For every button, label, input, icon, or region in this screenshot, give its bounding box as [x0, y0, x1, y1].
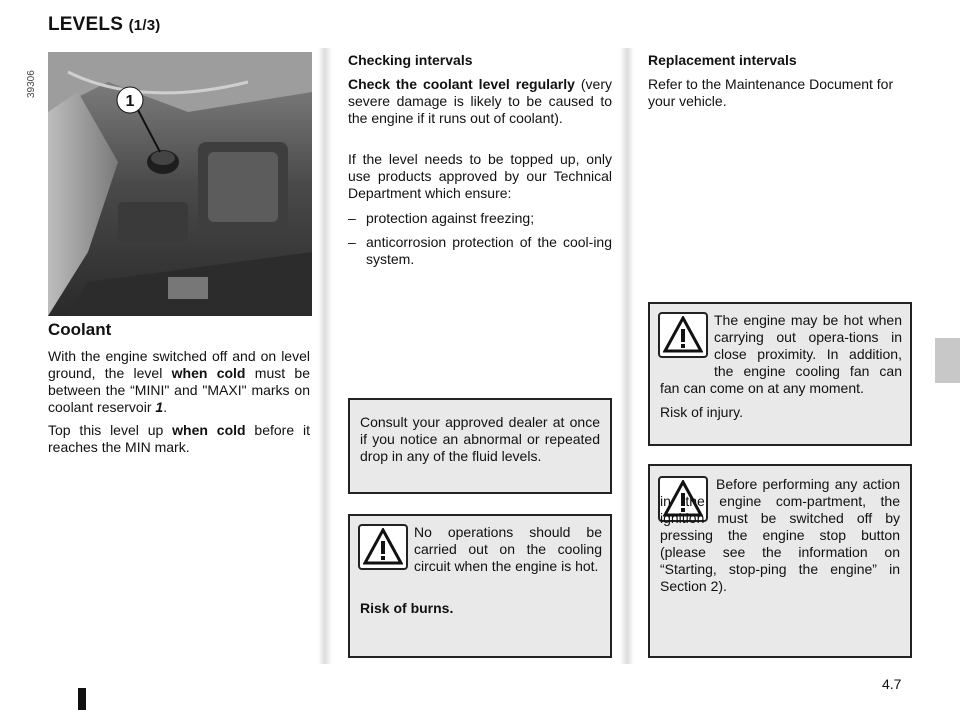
hot-engine-warning-text: The engine may be hot when carrying out opera-tions in close proximity. In addition, the engine cooling fan can: [714, 312, 902, 379]
list-dash: –: [348, 210, 356, 226]
engine-bay-illustration: [48, 52, 312, 316]
corner-mark: [78, 688, 86, 710]
coolant-p2-part-c: before it reaches the MIN mark.: [48, 422, 310, 455]
warning-triangle-icon: [658, 312, 708, 358]
checking-p1-rest: (very severe damage is likely to be caused to the engine if it runs out of coolant).: [348, 76, 612, 126]
coolant-p1-when-cold: when cold: [171, 365, 246, 381]
hot-engine-warning-risk: Risk of injury.: [660, 404, 743, 420]
list-item: [348, 210, 612, 228]
list-item-text: anticorrosion protection of the cool-ing system.: [366, 234, 612, 267]
column-divider-2: [620, 48, 634, 664]
replacement-text: Refer to the Maintenance Document for your vehicle.: [648, 76, 894, 109]
replacement-intervals-heading: Replacement intervals: [648, 52, 797, 68]
hot-engine-warning-box: [648, 302, 912, 446]
consult-dealer-text: Consult your approved dealer at once if you notice an abnormal or repeated drop in any of the fluid levels.: [360, 414, 600, 464]
list-dash: –: [348, 234, 356, 250]
coolant-p1-part-a: With the engine switched off and on level ground, the level: [48, 348, 310, 381]
list-item: [348, 234, 612, 270]
list-item-text: protection against freezing;: [366, 210, 535, 226]
section-tab: [935, 338, 960, 383]
checking-p1-bold: Check the coolant level regularly: [348, 76, 575, 92]
coolant-heading: Coolant: [48, 320, 112, 339]
title-suffix: (1/3): [128, 17, 161, 34]
ignition-warning-box: [648, 464, 912, 658]
hot-engine-warning-text-tail: fan can come on at any moment.: [660, 380, 864, 396]
burns-warning-box: [348, 514, 612, 658]
engine-bay-photo: [48, 52, 312, 316]
ignition-warning-text: Before performing any action in the engine com-partment, the ignition must be switched off by pressing the engine stop button (please see the information on “Starting, stop-ping the engine” in Section 2).: [660, 476, 900, 594]
coolant-paragraph-1: [48, 348, 310, 416]
coolant-p1-reservoir-ref: 1: [155, 399, 164, 415]
warning-triangle-icon: [358, 524, 408, 570]
checking-paragraph-1: [348, 76, 612, 127]
burns-warning-risk: Risk of burns.: [360, 600, 454, 616]
coolant-p2-when-cold: when cold: [172, 422, 246, 438]
title-text: LEVELS: [48, 14, 124, 35]
column-divider-1: [318, 48, 332, 664]
coolant-p1-period: .: [163, 399, 168, 415]
checking-intervals-heading: Checking intervals: [348, 52, 473, 68]
checking-paragraph-2: If the level needs to be topped up, only use products approved by our Technical Department which ensure:: [348, 151, 612, 201]
photo-code: 39306: [26, 70, 37, 98]
photo-callout-1: 1: [125, 93, 135, 110]
burns-warning-text: No operations should be carried out on the cooling circuit when the engine is hot.: [414, 524, 602, 574]
coolant-paragraph-2: [48, 422, 310, 456]
coolant-p1-part-c: must be between the “MINI" and "MAXI" marks on coolant reservoir: [48, 365, 310, 415]
page-number: 4.7: [882, 676, 902, 692]
coolant-p2-part-a: Top this level up: [48, 422, 173, 438]
consult-dealer-notice: [348, 398, 612, 494]
page-title: [48, 14, 160, 36]
